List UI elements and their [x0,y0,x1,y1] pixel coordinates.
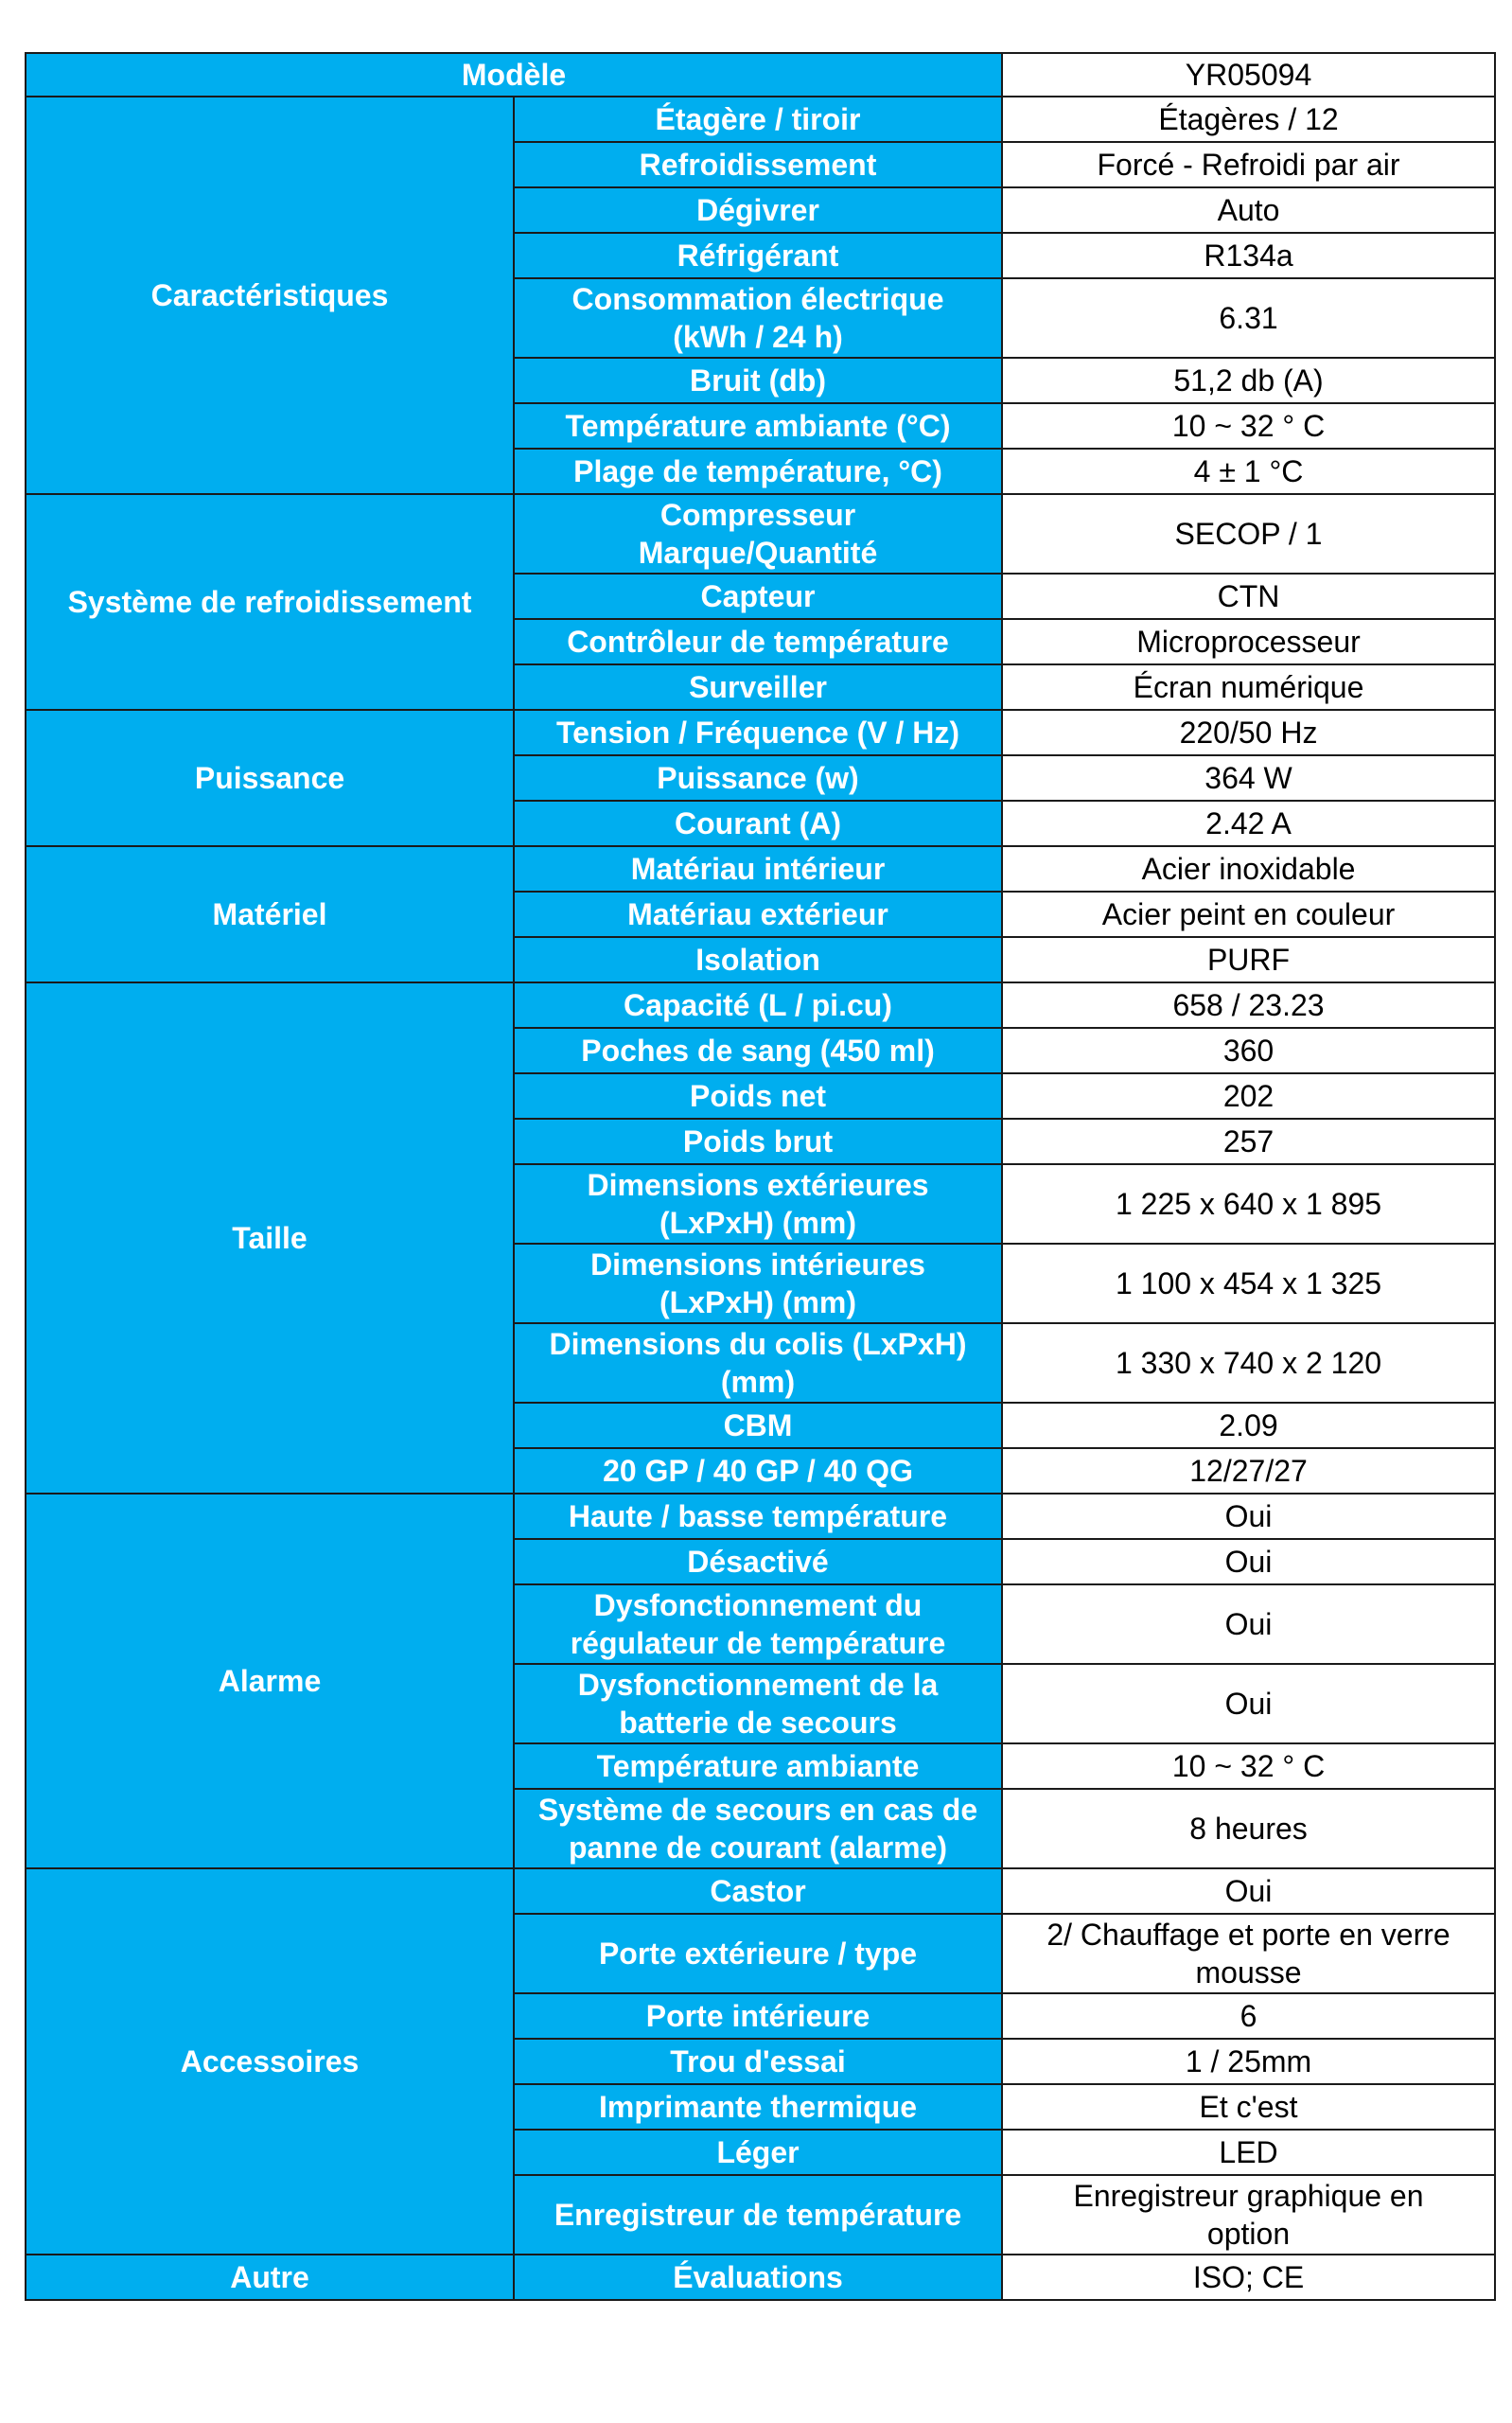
feature-cell [514,1494,1002,1539]
value-cell [1002,1494,1495,1539]
spec-row [26,2255,1495,2300]
value-cell [1002,1119,1495,1164]
value-cell [1002,1584,1495,1664]
value-cell [1002,1789,1495,1868]
value-text: 6 [1239,1999,1257,2033]
value-text: 1 / 25mm [1185,2044,1312,2078]
feature-label: Bruit (db) [690,363,826,398]
spec-row [26,982,1495,1028]
feature-cell [514,1868,1002,1914]
feature-label: Isolation [695,943,820,977]
spec-row [26,1494,1495,1539]
feature-label: Tension / Fréquence (V / Hz) [555,716,960,750]
category-cell: Alarme [26,1494,514,1868]
value-text: 1 100 x 454 x 1 325 [1115,1266,1382,1300]
feature-label: Puissance (w) [657,761,859,795]
value-text: 10 ~ 32 ° C [1171,1749,1326,1783]
value-text: Acier inoxidable [1141,852,1356,886]
feature-label: Enregistreur de température [554,2198,962,2232]
value-text: Oui [1224,1499,1273,1533]
value-cell [1002,1073,1495,1119]
value-cell [1002,1028,1495,1073]
value-cell [1002,664,1495,710]
value-text: mousse [1195,1955,1302,1990]
value-text: 202 [1222,1079,1275,1113]
category-cell: Puissance [26,710,514,846]
value-text: 658 / 23.23 [1172,988,1325,1022]
value-text: Microprocesseur [1136,625,1361,659]
feature-cell [514,142,1002,187]
value-text: Oui [1224,1687,1273,1721]
feature-label: Dégivrer [696,193,819,227]
value-cell [1002,1993,1495,2039]
value-cell [1002,233,1495,278]
feature-cell [514,664,1002,710]
feature-label: Contrôleur de température [567,625,949,659]
feature-cell [514,1789,1002,1868]
feature-label: Léger [716,2135,800,2169]
value-text: 2.42 A [1205,806,1292,840]
value-text: 8 heures [1189,1812,1308,1846]
value-cell [1002,1403,1495,1448]
value-cell [1002,1539,1495,1584]
feature-label: panne de courant (alarme) [568,1831,948,1865]
feature-cell [514,1448,1002,1494]
value-cell [1002,801,1495,846]
value-text: option [1206,2217,1291,2251]
value-text: Acier peint en couleur [1101,897,1396,931]
feature-label: Réfrigérant [677,239,839,273]
value-cell [1002,755,1495,801]
feature-cell [514,1993,1002,2039]
value-text: 2.09 [1219,1408,1278,1442]
value-text: Forcé - Refroidi par air [1097,148,1400,182]
feature-label: batterie de secours [619,1706,897,1740]
value-cell [1002,1743,1495,1789]
feature-label: Matériau extérieur [627,897,888,931]
value-text: 220/50 Hz [1179,716,1318,750]
feature-cell [514,494,1002,574]
value-text: Étagères / 12 [1158,102,1339,136]
value-cell [1002,449,1495,494]
value-cell [1002,619,1495,664]
feature-cell [514,278,1002,358]
value-cell [1002,2130,1495,2175]
feature-cell [514,2039,1002,2084]
model-label: Modèle [26,53,1002,97]
feature-label: Surveiller [689,670,827,704]
feature-label: Poches de sang (450 ml) [581,1034,935,1068]
value-text: 6.31 [1219,301,1278,335]
value-cell [1002,358,1495,403]
value-cell [1002,1164,1495,1244]
value-cell [1002,403,1495,449]
feature-label: (LxPxH) (mm) [659,1206,857,1240]
value-cell [1002,1914,1495,1993]
spec-row [26,494,1495,574]
feature-label: Imprimante thermique [598,2090,918,2124]
feature-label: Poids net [690,1079,827,1113]
category-cell: Autre [26,2255,514,2300]
feature-label: (kWh / 24 h) [673,320,843,354]
feature-label: Compresseur [659,498,856,532]
value-text: 51,2 db (A) [1173,363,1324,398]
category-cell: Taille [26,982,514,1494]
spec-table [25,52,1496,2301]
feature-label: Courant (A) [675,806,841,840]
value-text: Auto [1217,193,1280,227]
feature-label: Évaluations [673,2260,843,2294]
feature-cell [514,2084,1002,2130]
feature-cell [514,97,1002,142]
feature-label: Capacité (L / pi.cu) [624,988,892,1022]
value-cell [1002,710,1495,755]
feature-cell [514,187,1002,233]
feature-label: Porte extérieure / type [598,1937,918,1971]
feature-cell [514,801,1002,846]
value-cell [1002,1664,1495,1743]
feature-cell [514,1073,1002,1119]
feature-label: Poids brut [682,1124,834,1158]
feature-label: régulateur de température [570,1626,946,1660]
value-cell [1002,2175,1495,2255]
value-cell [1002,982,1495,1028]
feature-cell [514,358,1002,403]
feature-label: Plage de température, °C) [573,454,942,488]
value-text: Et c'est [1199,2090,1298,2124]
value-cell [1002,2084,1495,2130]
value-text: SECOP / 1 [1174,517,1323,551]
category-cell: Matériel [26,846,514,982]
value-text: 1 330 x 740 x 2 120 [1115,1346,1382,1380]
feature-cell [514,755,1002,801]
value-text: Oui [1224,1545,1273,1579]
value-text: CTN [1217,579,1280,613]
feature-cell [514,2255,1002,2300]
feature-cell [514,937,1002,982]
feature-label: Dysfonctionnement de la [577,1668,939,1702]
value-cell [1002,278,1495,358]
feature-label: Température ambiante (°C) [565,409,951,443]
feature-cell [514,1914,1002,1993]
feature-label: Capteur [700,579,816,613]
feature-cell [514,619,1002,664]
value-cell [1002,2255,1495,2300]
feature-cell [514,1403,1002,1448]
feature-label: CBM [723,1408,793,1442]
feature-label: Marque/Quantité [638,536,878,570]
value-text: PURF [1206,943,1291,977]
value-text: 4 ± 1 °C [1193,454,1304,488]
value-text: 257 [1222,1124,1275,1158]
feature-label: Refroidissement [639,148,877,182]
feature-cell [514,403,1002,449]
feature-cell [514,233,1002,278]
feature-cell [514,846,1002,892]
feature-cell [514,1164,1002,1244]
feature-cell [514,710,1002,755]
feature-label: Étagère / tiroir [655,102,861,136]
feature-label: Dimensions intérieures [590,1247,925,1282]
spec-row [26,710,1495,755]
feature-cell [514,2175,1002,2255]
feature-cell [514,892,1002,937]
feature-label: Désactivé [687,1545,829,1579]
feature-label: Système de secours en cas de [537,1793,978,1827]
feature-label: Trou d'essai [670,2044,846,2078]
feature-cell [514,1244,1002,1323]
feature-cell [514,1323,1002,1403]
model-value: YR05094 [1002,53,1495,97]
value-text: 2/ Chauffage et porte en verre [1046,1918,1450,1952]
value-text: Oui [1224,1607,1273,1641]
value-cell [1002,494,1495,574]
spec-row [26,97,1495,142]
value-text: 1 225 x 640 x 1 895 [1115,1187,1382,1221]
value-cell [1002,97,1495,142]
value-cell [1002,574,1495,619]
feature-label: Castor [710,1874,806,1908]
value-text: LED [1219,2135,1278,2169]
feature-cell [514,449,1002,494]
value-cell [1002,142,1495,187]
feature-cell [514,1028,1002,1073]
feature-label: Matériau intérieur [630,852,886,886]
category-cell: Accessoires [26,1868,514,2255]
spec-row [26,846,1495,892]
value-text: 12/27/27 [1189,1454,1308,1488]
value-cell [1002,1868,1495,1914]
feature-label: Porte intérieure [645,1999,870,2033]
value-text: ISO; CE [1192,2260,1305,2294]
value-text: Oui [1224,1874,1273,1908]
feature-label: Dimensions extérieures [587,1168,929,1202]
value-cell [1002,1244,1495,1323]
feature-cell [514,1539,1002,1584]
value-text: 364 W [1204,761,1292,795]
model-row [26,53,1495,97]
value-cell [1002,1323,1495,1403]
value-text: 360 [1222,1034,1275,1068]
spec-row [26,1868,1495,1914]
value-cell [1002,2039,1495,2084]
feature-label: Température ambiante [596,1749,920,1783]
feature-label: Dimensions du colis (LxPxH) [549,1327,967,1361]
value-cell [1002,846,1495,892]
value-cell [1002,892,1495,937]
feature-label: Haute / basse température [568,1499,948,1533]
feature-cell [514,982,1002,1028]
value-text: Écran numérique [1133,670,1364,704]
feature-label: Dysfonctionnement du [593,1588,923,1622]
feature-label: (mm) [720,1365,796,1399]
value-text: 10 ~ 32 ° C [1171,409,1326,443]
feature-cell [514,1119,1002,1164]
feature-cell [514,2130,1002,2175]
value-cell [1002,187,1495,233]
feature-label: 20 GP / 40 GP / 40 QG [603,1454,913,1488]
value-text: Enregistreur graphique en [1073,2179,1424,2213]
category-cell: Caractéristiques [26,97,514,494]
feature-label: (LxPxH) (mm) [659,1285,857,1319]
value-text: R134a [1204,239,1293,273]
value-cell [1002,937,1495,982]
feature-cell [514,1664,1002,1743]
feature-cell [514,574,1002,619]
feature-label: Consommation électrique [571,282,944,316]
value-cell [1002,1448,1495,1494]
feature-cell [514,1584,1002,1664]
spec-table-body [26,53,1495,2300]
feature-cell [514,1743,1002,1789]
category-cell: Système de refroidissement [26,494,514,710]
